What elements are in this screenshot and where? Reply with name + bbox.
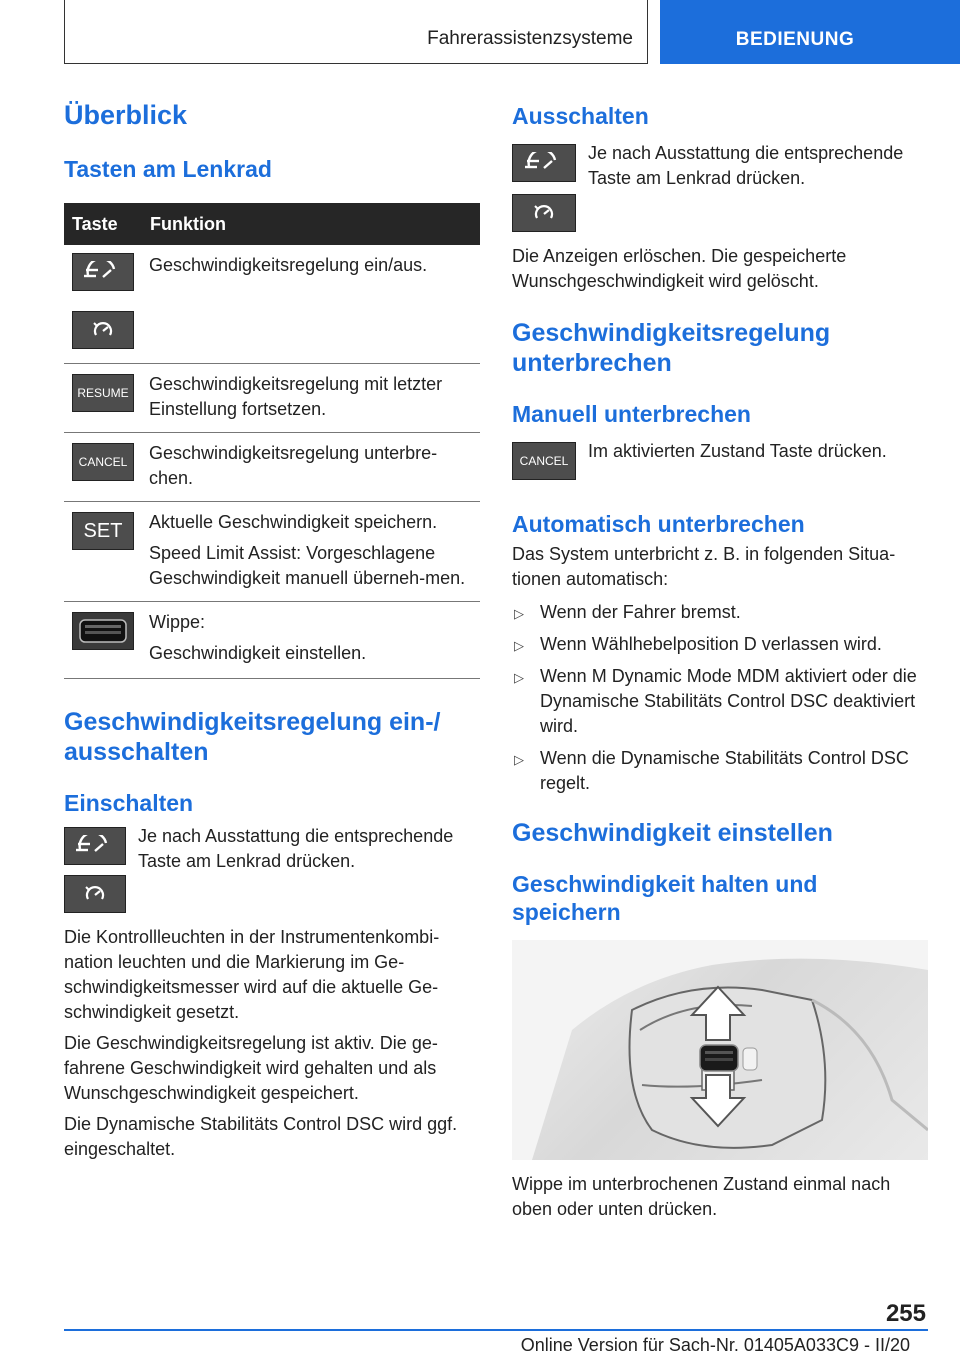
heading-switch-off: Ausschalten	[512, 103, 649, 129]
left-column	[64, 100, 480, 1162]
cancel-key	[512, 442, 576, 480]
table-row	[64, 602, 480, 679]
speedometer-icon	[76, 835, 114, 857]
page-number: 255	[885, 1300, 926, 1327]
resume-key	[72, 374, 134, 412]
paragraph: Die Anzeigen erlöschen. Die gespeicherte Wunschgeschwindigkeit wird gelöscht.	[512, 246, 847, 291]
paragraph: Die Dynamische Stabilitäts Control DSC wird ggf. eingeschaltet.	[64, 1114, 458, 1159]
cruise-key	[512, 194, 576, 232]
heading-switch-on: Einschalten	[64, 790, 194, 816]
switch-off-text: Je nach Ausstattung die entsprechende Taste am Lenkrad drücken.	[588, 143, 904, 188]
cancel-key-label: CANCEL	[519, 454, 569, 468]
cruise-key	[64, 875, 126, 913]
speedometer-icon	[525, 152, 563, 174]
table-row	[64, 433, 480, 502]
set-key-label: SET	[83, 519, 123, 542]
heading-set-speed: Geschwindigkeit einstellen	[512, 819, 833, 847]
rocker-icon	[77, 616, 129, 646]
triangle-bullet-icon: ▷	[514, 752, 524, 767]
keys-table	[64, 203, 480, 679]
heading-hold-speed: Geschwindigkeit halten und speichern	[512, 871, 818, 925]
speedometer-key	[64, 827, 126, 865]
heading-interrupt: Geschwindigkeitsregelung unterbrechen	[512, 319, 831, 377]
table-row	[64, 502, 480, 602]
speedometer-icon	[84, 261, 122, 283]
resume-key-label: RESUME	[77, 385, 129, 400]
table-cell-text: Speed Limit Assist: Vorgeschlagene Geschwindigkeit manuell überneh‐men.	[149, 543, 466, 588]
heading-overview: Überblick	[64, 100, 188, 130]
table-row	[64, 364, 480, 433]
heading-manual-interrupt: Manuell unterbrechen	[512, 401, 751, 427]
speedometer-key	[72, 253, 134, 291]
header-chapter-tab	[660, 0, 960, 64]
cancel-key-label: CANCEL	[78, 454, 128, 469]
table-cell-text: Geschwindigkeitsregelung ein/aus.	[149, 255, 428, 275]
paragraph: Die Kontrollleuchten in der Instrumentenkombi‐nation leuchten und die Markierung im Ge‐schwindigkeitsmesser wird auf die aktuelle Ge‐schwindigkeit gesetzt.	[64, 927, 440, 1022]
list-item: ▷ Wenn Wählhebelposition D verlassen wird.	[512, 632, 928, 657]
cruise-icon	[83, 883, 107, 905]
heading-steering-keys: Tasten am Lenkrad	[64, 156, 272, 182]
manual-interrupt-key	[512, 442, 928, 480]
footer-version: Online Version für Sach-Nr. 01405A033C9 - II/20	[520, 1335, 910, 1355]
table-cell-text: Wippe:	[149, 612, 206, 632]
table-cell-text: Geschwindigkeitsregelung unterbre‐chen.	[149, 443, 438, 488]
switch-on-text: Je nach Ausstattung die entsprechende Taste am Lenkrad drücken.	[138, 826, 454, 871]
table-header-function: Funktion	[149, 203, 480, 245]
header-section-box	[64, 0, 648, 64]
photo-caption: Wippe im unterbrochenen Zustand einmal nach oben oder unten drücken.	[512, 1174, 891, 1219]
manual-interrupt-text: Im aktivierten Zustand Taste drücken.	[588, 441, 887, 461]
right-column	[512, 100, 928, 1222]
triangle-bullet-icon: ▷	[514, 670, 524, 685]
table-cell-text: Geschwindigkeit einstellen.	[149, 643, 367, 663]
table-header-row	[64, 203, 480, 245]
speedometer-key	[512, 144, 576, 182]
auto-interrupt-list	[512, 600, 928, 796]
header-chapter-title: BEDIENUNG	[735, 29, 855, 50]
table-header-key: Taste	[64, 203, 149, 245]
rocker-key	[72, 612, 134, 650]
set-key	[72, 512, 134, 550]
cruise-icon	[532, 202, 556, 224]
cruise-key	[72, 311, 134, 349]
steering-wheel-rocker-photo	[512, 940, 928, 1160]
cruise-icon	[91, 319, 115, 341]
triangle-bullet-icon: ▷	[514, 638, 524, 653]
switch-on-keys	[64, 827, 480, 913]
header-section-title: Fahrerassistenzsysteme	[427, 28, 633, 49]
cancel-key	[72, 443, 134, 481]
heading-auto-interrupt: Automatisch unterbrechen	[512, 511, 805, 537]
heading-on-off: Geschwindigkeitsregelung ein-/ ausschalten	[64, 708, 441, 766]
paragraph: Die Geschwindigkeitsregelung ist aktiv. Die ge‐fahrene Geschwindigkeit wird gehalten und als Wunschgeschwindigkeit gespeichert.	[64, 1033, 438, 1103]
paragraph: Das System unterbricht z. B. in folgenden Situa‐tionen automatisch:	[512, 544, 896, 589]
list-item: ▷ Wenn der Fahrer bremst.	[512, 600, 928, 625]
table-cell-text: Aktuelle Geschwindigkeit speichern.	[149, 512, 438, 532]
footer-bar	[64, 1329, 928, 1355]
table-cell-text: Geschwindigkeitsregelung mit letzter Einstellung fortsetzen.	[149, 374, 443, 419]
list-item: ▷ Wenn M Dynamic Mode MDM aktiviert oder die Dynamische Stabilitäts Control DSC deaktiviert wird.	[514, 666, 917, 736]
steering-wheel-illustration	[512, 940, 928, 1160]
triangle-bullet-icon: ▷	[514, 606, 524, 621]
switch-off-keys	[512, 144, 928, 232]
list-item: ▷ Wenn die Dynamische Stabilitäts Control DSC regelt.	[514, 748, 909, 793]
table-row	[64, 245, 480, 364]
